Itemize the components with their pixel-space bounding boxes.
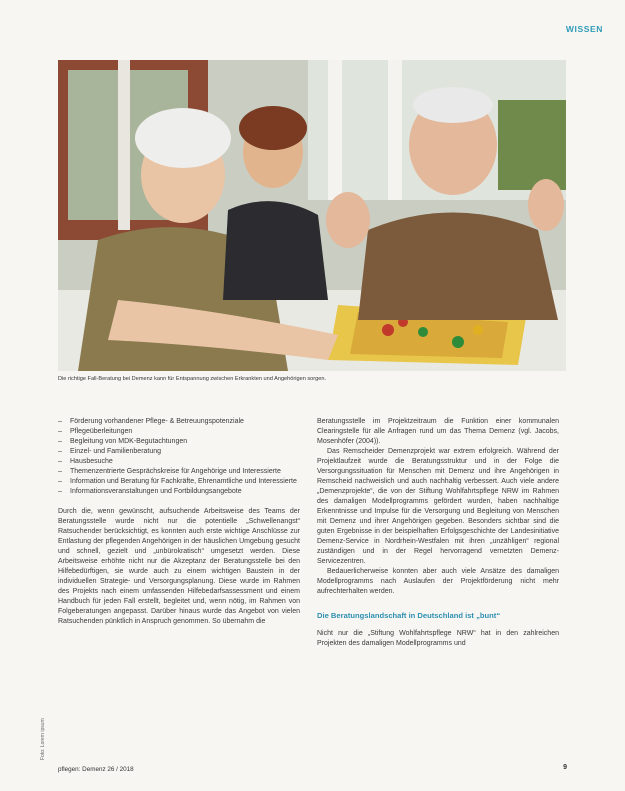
list-item: – Begleitung von MDK-Begutachtungen	[58, 437, 300, 447]
list-item: – Information und Beratung für Fachkräfte, Ehrenamtliche und Interessierte	[58, 477, 300, 487]
services-list	[58, 417, 300, 497]
photo-credit: Foto: Lorem ipsum	[40, 718, 46, 760]
body-paragraph: Beratungsstelle im Projektzeitraum die Funktion einer kommunalen Clearingstelle für alle Anfragen rund um das Thema Demenz (vgl. Jacobs, Mosenhöfer (2004)).	[317, 418, 559, 445]
list-item: – Informationsveranstaltungen und Fortbildungsangebote	[58, 487, 300, 497]
section-label: WISSEN	[565, 24, 603, 34]
body-paragraph: Bedauerlicherweise konnten aber auch viele Ansätze des damaligen Modellprogramms nach Auslaufen der Projektförderung nicht mehr aufrechterhalten werden.	[317, 568, 559, 595]
photo-caption: Die richtige Fall-Beratung bei Demenz kann für Entspannung zwischen Erkrankten und Angehörigen sorgen.	[58, 376, 327, 382]
right-column	[317, 417, 559, 649]
publication-footer: pflegen: Demenz 26 / 2018	[58, 766, 134, 773]
body-paragraph: Durch die, wenn gewünscht, aufsuchende Arbeitsweise des Teams der Beratungsstelle wurde nicht nur die potentielle „Schwellenangst“ Ratsuchender berücksichtigt, es konnten auch erste wichtige Anschlüsse zur Entlastung der pflegenden Angehörigen in der häuslichen Umgebung gesucht und schnell, gezielt und „unbürokratisch“ umgesetzt werden. Diese Arbeitsweise erhöhte nicht nur die Akzeptanz der Beratungsstelle bei den Hilfebedürftigen, sie wurde auch zu einem wichtigen Baustein in der individuellen Strategie- und Versorgungsplanung. Diese wurde im Rahmen des Projekts nach einem umfassenden Hilfebedarfsassessment und einem Handbuch für jeden Fall erstellt, begleitet und, wenn nötig, im Rahmen von Folgeberatungen angepasst. Darüber hinaus wurde das Angebot von vielen Ratsuchenden pünktlich in Anspruch genommen. So übernahm die	[58, 508, 300, 625]
section-subheading: Die Beratungslandschaft in Deutschland ist „bunt“	[317, 611, 501, 620]
list-item: – Förderung vorhandener Pflege- & Betreuungspotenziale	[58, 417, 300, 427]
list-item: – Pflegeüberleitungen	[58, 427, 300, 437]
article-photo	[58, 60, 566, 371]
body-paragraph: Nicht nur die „Stiftung Wohlfahrtspflege NRW“ hat in den zahlreichen Projekten des damaligen Modellprogramms und	[317, 630, 559, 647]
list-item: – Einzel- und Familienberatung	[58, 447, 300, 457]
photo-illustration	[58, 60, 566, 371]
left-column	[58, 417, 300, 627]
page-number: 9	[563, 764, 567, 771]
list-item: – Themenzentrierte Gesprächskreise für Angehörige und Interessierte	[58, 467, 300, 477]
body-paragraph: Das Remscheider Demenzprojekt war extrem erfolgreich. Während der Projektlaufzeit wurde die Beratungsstruktur und in der Folge die Versorgungssituation für Menschen mit Demenz und ihre Angehörigen in Remscheid nachweislich und auch nachhaltig verbessert. Auch viele andere „Demenzprojekte“, die von der Stiftung Wohlfahrtspflege NRW im Rahmen des damaligen Modellprogramms gefördert wurden, haben nachhaltige Erkenntnisse und Impulse für die Versorgung und Begleitung von Menschen mit Demenz und ihrer Angehörigen gegeben. Besonders sichtbar sind die guten Ergebnisse in der beispielhaften Erfolgsgeschichte der Landesinitiative Demenz-Service in Nordrhein-Westfalen mit ihren „unzähligen“ regional zuständigen und in der Regel hervorragend vernetzten Demenz-Servicezentren.	[317, 448, 559, 565]
list-item: – Hausbesuche	[58, 457, 300, 467]
